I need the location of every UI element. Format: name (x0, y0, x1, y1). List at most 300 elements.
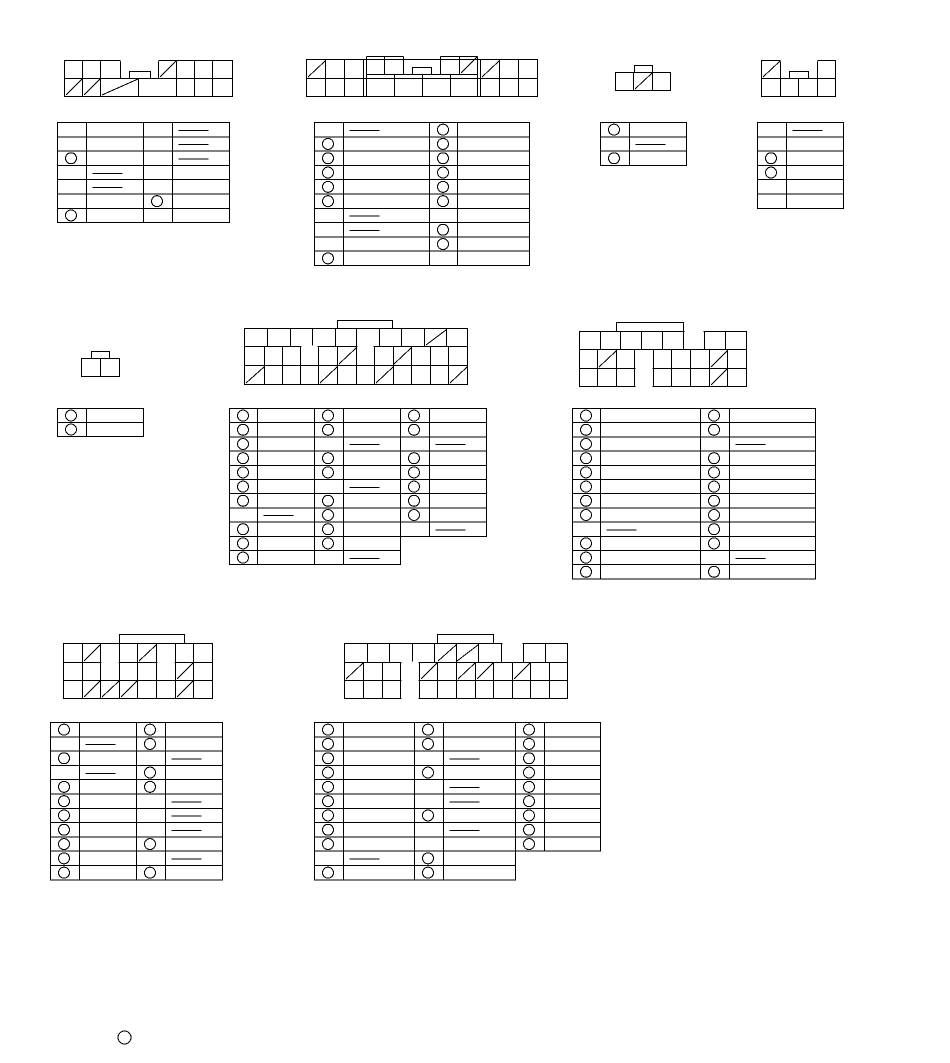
table-row (315, 237, 530, 251)
pin-circle-icon (524, 738, 535, 749)
table-cell (787, 165, 844, 179)
table-cell (58, 409, 87, 423)
pin-circle-icon (323, 839, 334, 850)
table-cell (144, 165, 173, 179)
table-cell (137, 851, 166, 865)
table-cell (166, 823, 223, 837)
table-cell (87, 409, 144, 423)
table-cell (344, 522, 401, 536)
table-cell (458, 151, 530, 165)
pin-circle-icon (323, 138, 334, 149)
table-cell (601, 551, 701, 565)
table-cell (787, 194, 844, 208)
table-row (230, 508, 487, 522)
table-cell (315, 237, 344, 251)
table-cell (573, 508, 601, 522)
table-row (58, 423, 144, 437)
table-cell (344, 409, 401, 423)
pin-circle-icon (238, 538, 249, 549)
table-cell (166, 837, 223, 851)
table-cell (444, 737, 516, 751)
table-row (315, 223, 530, 237)
table-cell (173, 151, 230, 165)
table-cell (401, 437, 430, 451)
table-cell (601, 409, 701, 423)
connector-2-face (307, 57, 538, 97)
table-cell (344, 723, 415, 737)
table-cell (758, 137, 787, 151)
table-cell (166, 808, 223, 822)
table-cell (573, 409, 601, 423)
table-cell (58, 165, 87, 179)
pin-circle-icon (323, 253, 334, 264)
table-cell (458, 194, 530, 208)
table-row (573, 508, 816, 522)
table-row (315, 137, 530, 151)
table-cell (258, 451, 315, 465)
table-cell (430, 451, 487, 465)
table-cell (430, 508, 487, 522)
connector-8-face (64, 635, 213, 699)
pin-circle-icon (323, 767, 334, 778)
pin-circle-icon (323, 467, 334, 478)
pin-circle-icon (238, 467, 249, 478)
table-cell (601, 137, 630, 151)
table-row (573, 451, 816, 465)
pin-circle-icon (581, 495, 592, 506)
table-cell (51, 765, 80, 779)
pin-circle-icon (145, 839, 156, 850)
pin-circle-icon (59, 781, 70, 792)
table-cell (573, 480, 601, 494)
table-row (758, 123, 844, 137)
table-cell (601, 494, 701, 508)
pin-circle-icon (409, 510, 420, 521)
table-cell (730, 409, 816, 423)
table-cell (444, 794, 516, 808)
table-cell (144, 208, 173, 222)
table-cell (444, 751, 516, 765)
connector-9-face (345, 635, 568, 699)
table-cell (730, 508, 816, 522)
table-row (315, 123, 530, 137)
pin-circle-icon (238, 410, 249, 421)
pin-circle-icon (409, 424, 420, 435)
table-cell (80, 780, 137, 794)
pin-circle-icon (323, 181, 334, 192)
table-cell (415, 837, 444, 851)
table-cell (258, 551, 315, 565)
table-row (315, 737, 601, 751)
table-cell (545, 765, 601, 779)
pin-circle-icon (524, 810, 535, 821)
table-cell (80, 765, 137, 779)
table-cell (601, 522, 701, 536)
table-cell (545, 837, 601, 851)
table-cell (444, 823, 516, 837)
table-cell (545, 737, 601, 751)
pin-circle-icon (438, 196, 449, 207)
table-cell (173, 123, 230, 137)
pin-circle-icon (524, 753, 535, 764)
table-cell (80, 866, 137, 880)
pin-circle-icon (66, 410, 77, 421)
pin-circle-icon (145, 781, 156, 792)
table-cell (166, 866, 223, 880)
pin-circle-icon (423, 853, 434, 864)
table-cell (144, 137, 173, 151)
table-cell (344, 437, 401, 451)
table-cell (573, 451, 601, 465)
table-cell (758, 123, 787, 137)
table-cell (344, 208, 430, 222)
pin-circle-icon (323, 510, 334, 521)
table-cell (601, 508, 701, 522)
table-row (230, 409, 487, 423)
pin-circle-icon (581, 552, 592, 563)
pin-circle-icon (323, 824, 334, 835)
pin-circle-icon (581, 566, 592, 577)
connector-3-pinout-table (601, 123, 687, 166)
table-cell (458, 180, 530, 194)
pin-circle-icon (145, 767, 156, 778)
table-cell (58, 194, 87, 208)
table-row (58, 137, 230, 151)
pin-circle-icon (709, 524, 720, 535)
pin-circle-icon (238, 453, 249, 464)
pin-circle-icon (59, 867, 70, 878)
pin-circle-icon (524, 824, 535, 835)
table-cell (415, 823, 444, 837)
pin-circle-icon (438, 239, 449, 250)
pin-circle-icon (323, 738, 334, 749)
table-row (51, 794, 223, 808)
table-cell (166, 723, 223, 737)
pin-circle-icon (323, 410, 334, 421)
pin-circle-icon (524, 839, 535, 850)
table-cell (258, 536, 315, 550)
pin-circle-icon (581, 453, 592, 464)
table-cell (230, 508, 258, 522)
table-cell (230, 536, 258, 550)
table-cell (401, 522, 430, 536)
pin-circle-icon (409, 467, 420, 478)
pin-circle-icon (323, 796, 334, 807)
table-row (315, 180, 530, 194)
table-cell (166, 765, 223, 779)
table-cell (730, 423, 816, 437)
table-cell (344, 794, 415, 808)
table-cell (545, 780, 601, 794)
table-cell (87, 180, 144, 194)
table-cell (573, 437, 601, 451)
table-cell (344, 765, 415, 779)
pin-circle-icon (323, 424, 334, 435)
table-cell (173, 208, 230, 222)
table-cell (444, 765, 516, 779)
pin-circle-icon (709, 467, 720, 478)
table-row (573, 409, 816, 423)
pin-circle-icon (438, 153, 449, 164)
table-cell (573, 494, 601, 508)
table-cell (344, 808, 415, 822)
table-row (58, 165, 230, 179)
connector-6-pinout-table (230, 409, 487, 565)
table-cell (315, 123, 344, 137)
table-cell (458, 208, 530, 222)
pin-circle-icon (524, 796, 535, 807)
pin-circle-icon (709, 481, 720, 492)
table-cell (166, 851, 223, 865)
table-cell (344, 823, 415, 837)
table-cell (80, 794, 137, 808)
table-cell (230, 423, 258, 437)
table-cell (344, 866, 415, 880)
table-row (58, 409, 144, 423)
table-row (315, 151, 530, 165)
table-cell (415, 780, 444, 794)
table-cell (58, 180, 87, 194)
pin-circle-icon (323, 538, 334, 549)
pin-circle-icon (423, 767, 434, 778)
pin-circle-icon (581, 467, 592, 478)
table-row (51, 808, 223, 822)
table-row (230, 480, 487, 494)
table-cell (87, 194, 144, 208)
pin-circle-icon (409, 495, 420, 506)
table-row (601, 123, 687, 137)
connector-7-face (580, 323, 747, 387)
table-cell (344, 551, 401, 565)
table-cell (430, 494, 487, 508)
table-row (315, 823, 601, 837)
table-cell (344, 780, 415, 794)
table-cell (230, 451, 258, 465)
pin-circle-icon (766, 153, 777, 164)
table-cell (258, 508, 315, 522)
pin-circle-icon (581, 410, 592, 421)
table-cell (58, 137, 87, 151)
table-row (758, 151, 844, 165)
table-cell (630, 137, 687, 151)
table-cell (344, 737, 415, 751)
table-cell (458, 137, 530, 151)
table-cell (344, 123, 430, 137)
table-cell (344, 251, 430, 265)
table-cell (573, 522, 601, 536)
connector-2-pinout-table (315, 123, 530, 266)
table-row (51, 851, 223, 865)
table-cell (315, 551, 344, 565)
table-cell (430, 480, 487, 494)
table-row (601, 137, 687, 151)
table-cell (344, 137, 430, 151)
table-cell (315, 208, 344, 222)
pin-circle-icon (145, 724, 156, 735)
table-cell (80, 837, 137, 851)
table-cell (173, 180, 230, 194)
pin-circle-icon (59, 839, 70, 850)
table-cell (601, 423, 701, 437)
table-cell (545, 723, 601, 737)
table-cell (430, 423, 487, 437)
pin-circle-icon (423, 867, 434, 878)
table-cell (51, 737, 80, 751)
table-row (51, 737, 223, 751)
pin-circle-icon (59, 810, 70, 821)
table-cell (230, 494, 258, 508)
pinout-tables (51, 123, 844, 880)
pin-circle-icon (438, 167, 449, 178)
pin-circle-icon (709, 510, 720, 521)
table-row (315, 837, 601, 851)
pin-circle-icon (581, 538, 592, 549)
pin-circle-icon (709, 538, 720, 549)
pin-circle-icon (238, 524, 249, 535)
table-cell (573, 551, 601, 565)
pin-circle-icon (59, 724, 70, 735)
table-cell (344, 223, 430, 237)
connector-4-face (762, 61, 836, 97)
table-cell (80, 823, 137, 837)
table-cell (87, 137, 144, 151)
table-cell (344, 837, 415, 851)
table-cell (137, 751, 166, 765)
table-row (230, 536, 401, 550)
table-cell (787, 151, 844, 165)
pin-circle-icon (59, 853, 70, 864)
table-cell (458, 251, 530, 265)
table-row (315, 851, 516, 865)
table-cell (458, 123, 530, 137)
pin-circle-icon (438, 181, 449, 192)
table-row (573, 536, 816, 550)
table-row (315, 780, 601, 794)
pin-circle-icon (323, 495, 334, 506)
table-cell (230, 465, 258, 479)
pin-circle-icon (423, 810, 434, 821)
table-cell (601, 451, 701, 465)
connector-4-pinout-table (758, 123, 844, 209)
table-row (230, 522, 487, 536)
table-cell (573, 536, 601, 550)
pin-circle-icon (438, 124, 449, 135)
table-cell (173, 137, 230, 151)
table-cell (166, 794, 223, 808)
table-cell (573, 565, 601, 579)
table-row (315, 251, 530, 265)
connector-8-pinout-table (51, 723, 223, 880)
table-cell (258, 437, 315, 451)
table-cell (80, 723, 137, 737)
table-row (758, 165, 844, 179)
table-cell (415, 794, 444, 808)
table-cell (344, 423, 401, 437)
table-row (230, 494, 487, 508)
table-cell (258, 423, 315, 437)
table-cell (758, 194, 787, 208)
pin-circle-icon (323, 781, 334, 792)
connector-6-face (245, 321, 468, 385)
connector-5-face (82, 352, 120, 377)
table-row (58, 180, 230, 194)
table-cell (430, 522, 487, 536)
table-cell (458, 237, 530, 251)
table-cell (80, 737, 137, 751)
connector-9-pinout-table (315, 723, 601, 880)
table-row (230, 423, 487, 437)
table-cell (444, 723, 516, 737)
table-cell (230, 409, 258, 423)
table-row (315, 208, 530, 222)
table-row (315, 765, 601, 779)
pin-circle-icon (409, 453, 420, 464)
table-row (315, 723, 601, 737)
table-cell (344, 508, 401, 522)
table-cell (787, 137, 844, 151)
table-row (51, 723, 223, 737)
pin-circle-icon (323, 167, 334, 178)
table-cell (344, 751, 415, 765)
pin-circle-icon (609, 124, 620, 135)
table-cell (430, 465, 487, 479)
table-cell (137, 808, 166, 822)
table-cell (344, 465, 401, 479)
table-cell (630, 151, 687, 165)
pin-circle-icon (438, 224, 449, 235)
table-cell (730, 465, 816, 479)
table-cell (315, 223, 344, 237)
table-cell (458, 223, 530, 237)
table-row (573, 522, 816, 536)
table-row (573, 480, 816, 494)
table-cell (545, 794, 601, 808)
table-cell (230, 522, 258, 536)
table-cell (701, 551, 730, 565)
connector-1-face (65, 61, 233, 97)
table-row (51, 823, 223, 837)
table-row (601, 151, 687, 165)
table-row (315, 808, 601, 822)
table-cell (344, 494, 401, 508)
table-cell (430, 208, 458, 222)
table-row (51, 780, 223, 794)
table-cell (444, 866, 516, 880)
table-cell (344, 180, 430, 194)
table-cell (444, 780, 516, 794)
pin-circle-icon (709, 495, 720, 506)
table-cell (730, 565, 816, 579)
table-row (315, 866, 516, 880)
pin-circle-icon (609, 153, 620, 164)
pin-circle-icon (238, 481, 249, 492)
table-cell (58, 423, 87, 437)
pin-circle-icon (709, 566, 720, 577)
pin-circle-icon (323, 724, 334, 735)
table-cell (166, 780, 223, 794)
table-row (573, 551, 816, 565)
table-cell (545, 751, 601, 765)
table-row (573, 465, 816, 479)
table-cell (166, 737, 223, 751)
table-row (230, 465, 487, 479)
pin-circle-icon (66, 153, 77, 164)
pin-circle-icon (323, 524, 334, 535)
table-cell (601, 536, 701, 550)
table-cell (444, 808, 516, 822)
table-cell (430, 251, 458, 265)
table-cell (80, 808, 137, 822)
